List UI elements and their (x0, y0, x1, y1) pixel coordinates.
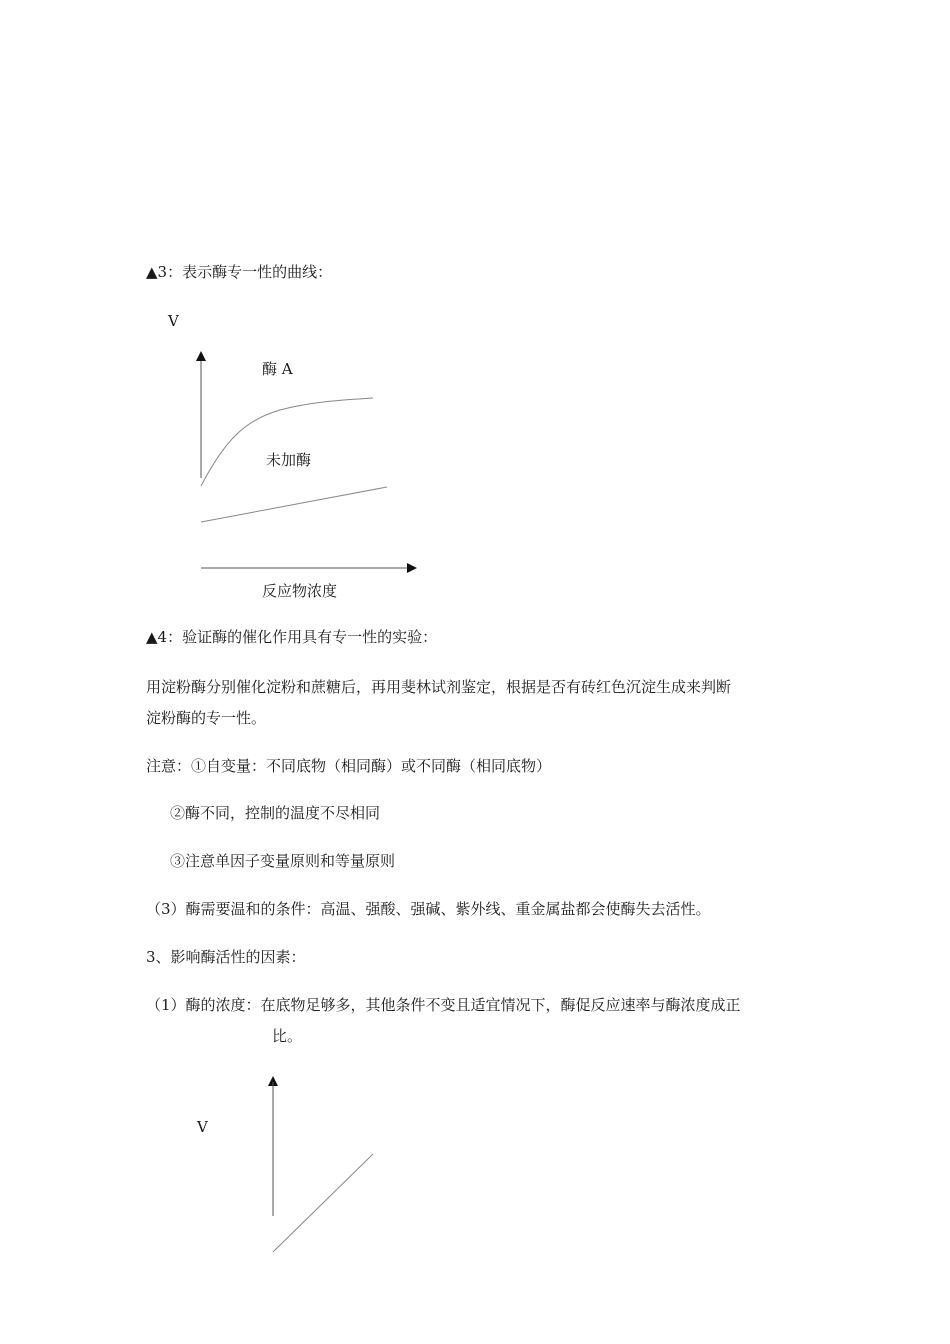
y-axis-label: V (168, 312, 179, 330)
x-axis-arrow (407, 563, 417, 573)
note-3: ③注意单因子变量原则和等量原则 (170, 852, 396, 870)
enzyme-specificity-figure (0, 0, 950, 620)
no-enzyme-label: 未加酶 (266, 451, 312, 469)
note-2: ②酶不同，控制的温度不尽相同 (170, 804, 381, 822)
y-axis-label-2: V (197, 1118, 208, 1136)
no-enzyme-line (201, 487, 387, 522)
item-1-line-1: （1）酶的浓度：在底物足够多，其他条件不变且适宜情况下，酶促反应速率与酶浓度成正 (146, 996, 741, 1014)
experiment-text-line-2: 淀粉酶的专一性。 (146, 709, 267, 727)
section-3-title: ▲3：表示酶专一性的曲线： (146, 263, 333, 281)
rate-line (273, 1154, 373, 1252)
item-1-line-2: 比。 (272, 1027, 303, 1045)
enzyme-a-label: 酶 A (262, 360, 293, 378)
section-4-title: ▲4：验证酶的催化作用具有专一性的实验： (146, 628, 438, 646)
y-axis-arrow (196, 351, 206, 361)
item-3-conditions: （3）酶需要温和的条件：高温、强酸、强碱、紫外线、重金属盐都会使酶失去活性。 (146, 900, 711, 918)
experiment-text-line-1: 用淀粉酶分别催化淀粉和蔗糖后，再用斐林试剂鉴定，根据是否有砖红色沉淀生成来判断 (146, 678, 732, 696)
enzyme-a-curve (201, 398, 373, 486)
x-axis-label: 反应物浓度 (262, 582, 338, 600)
enzyme-concentration-figure (0, 1060, 950, 1344)
note-1: 注意：①自变量：不同底物（相同酶）或不同酶（相同底物） (146, 757, 552, 775)
heading-3-factors: 3、影响酶活性的因素： (146, 948, 306, 966)
